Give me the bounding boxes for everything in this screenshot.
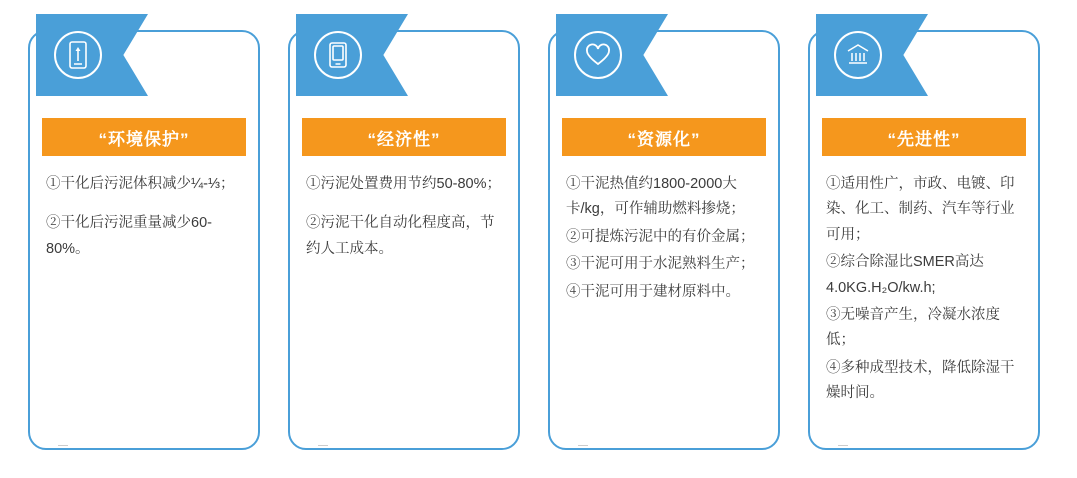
card-paragraph: ③无噪音产生，冷凝水浓度低； bbox=[826, 306, 1000, 349]
card-paragraph: ②污泥干化自动化程度高，节约人工成本。 bbox=[306, 215, 495, 257]
card-title-bar bbox=[42, 118, 246, 156]
card-text bbox=[826, 172, 1022, 408]
card-text bbox=[306, 172, 502, 276]
card-title: “经济性” bbox=[367, 129, 441, 149]
feature-card bbox=[548, 14, 780, 450]
card-paragraph: ①适用性广，市政、电镀、印染、化工、制药、汽车等行业可用； bbox=[826, 176, 1015, 243]
card-paragraph: ①干化后污泥体积减少¼-⅓； bbox=[46, 176, 235, 192]
card-title: “先进性” bbox=[887, 129, 961, 149]
card-text bbox=[566, 172, 762, 307]
card-title: “环境保护” bbox=[98, 129, 190, 149]
card-paragraph: ④干泥可用于建材原料中。 bbox=[566, 283, 740, 300]
card-text bbox=[46, 172, 242, 276]
card-paragraph: ③干泥可用于水泥熟料生产； bbox=[566, 256, 755, 273]
card-paragraph: ②干化后污泥重量减少60-80%。 bbox=[46, 215, 212, 257]
bank-building-icon bbox=[834, 31, 882, 79]
card-paragraph: ①干泥热值约1800-2000大卡/kg，可作辅助燃料掺烧； bbox=[566, 176, 745, 218]
card-title-bar bbox=[822, 118, 1026, 156]
card-paragraph: ②综合除湿比SMER高达4.0KG.H₂O/kw.h; bbox=[826, 254, 984, 296]
corner-tick bbox=[578, 445, 588, 446]
card-title-bar bbox=[562, 118, 766, 156]
card-paragraph: ④多种成型技术，降低除湿干燥时间。 bbox=[826, 359, 1015, 401]
corner-tick bbox=[58, 445, 68, 446]
document-pen-icon bbox=[54, 31, 102, 79]
corner-tick bbox=[838, 445, 848, 446]
card-title: “资源化” bbox=[627, 129, 701, 149]
card-title-bar bbox=[302, 118, 506, 156]
feature-card bbox=[28, 14, 260, 450]
tablet-device-icon bbox=[314, 31, 362, 79]
feature-card bbox=[288, 14, 520, 450]
card-paragraph: ①污泥处置费用节约50-80%； bbox=[306, 176, 501, 192]
feature-card bbox=[808, 14, 1040, 450]
corner-tick bbox=[318, 445, 328, 446]
card-paragraph: ②可提炼污泥中的有价金属； bbox=[566, 228, 755, 245]
heart-icon bbox=[574, 31, 622, 79]
